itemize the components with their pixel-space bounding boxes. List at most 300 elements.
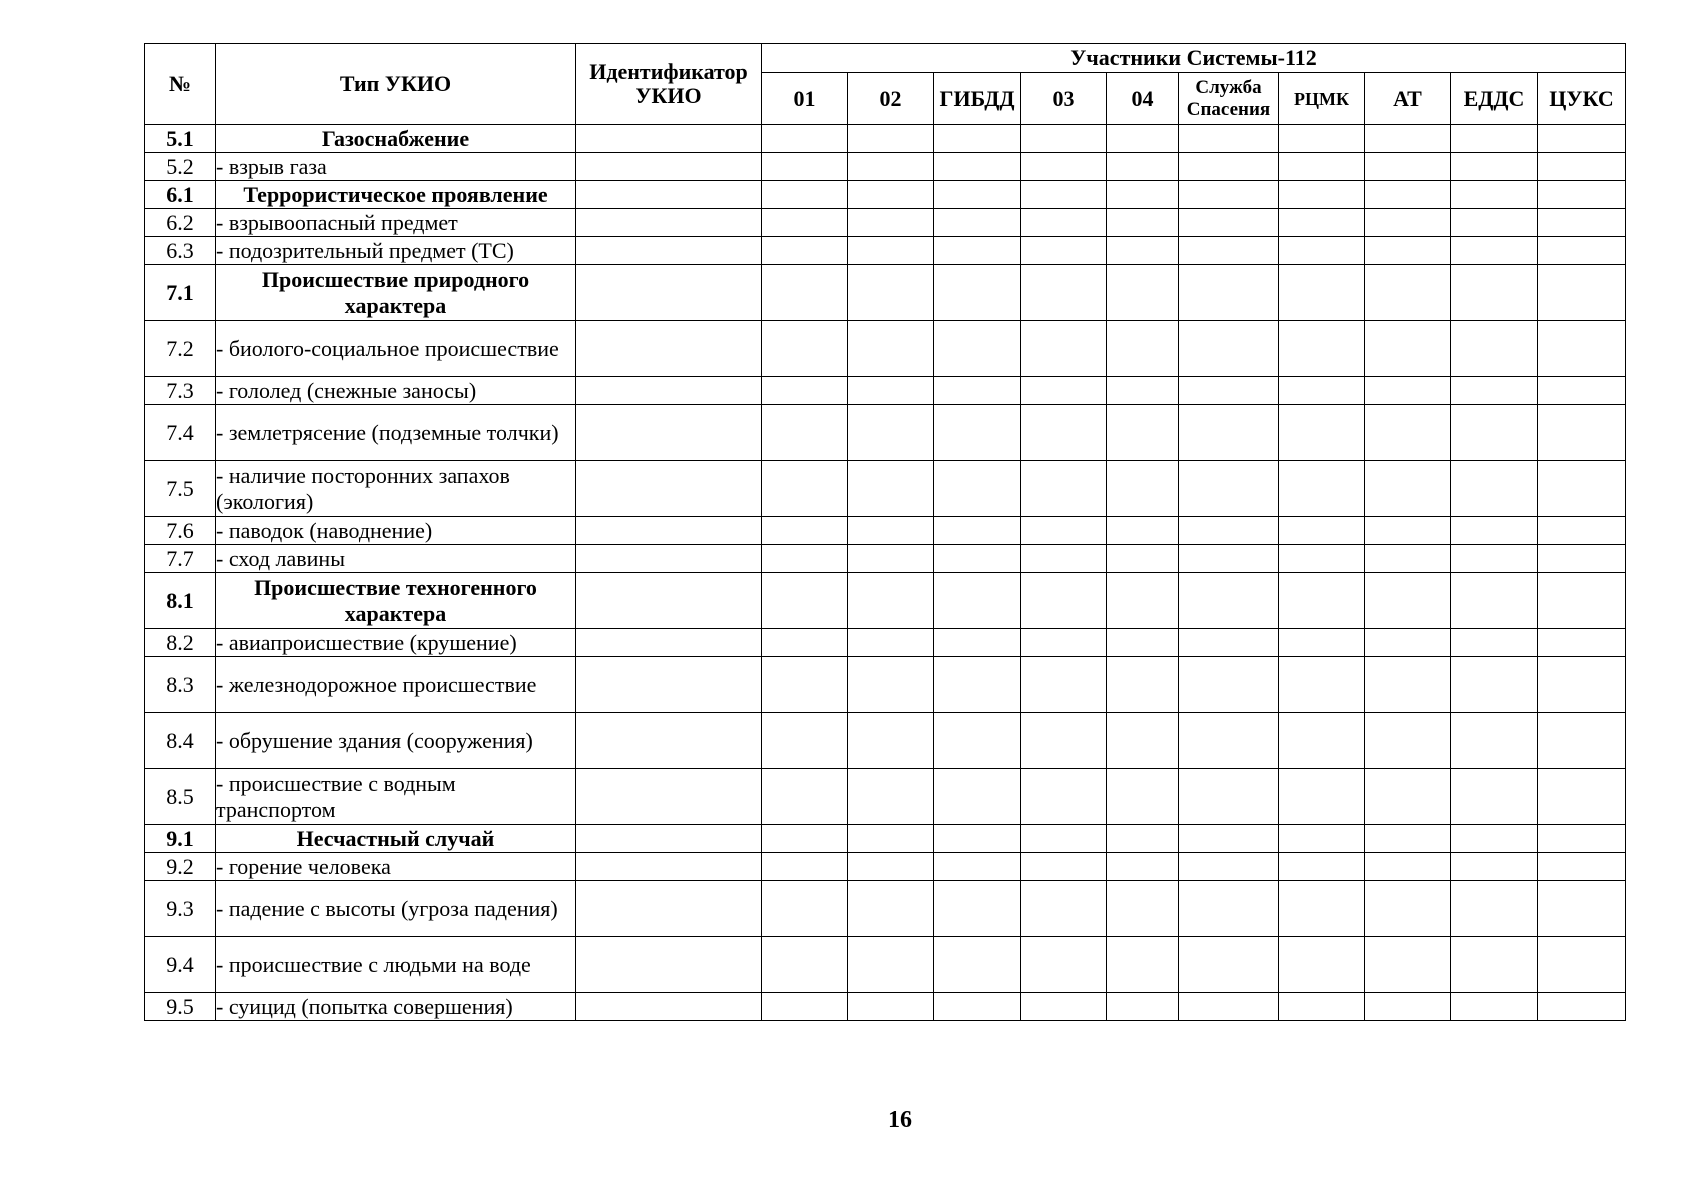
participant-cell (1538, 657, 1626, 713)
participant-cell (934, 517, 1021, 545)
table-row (145, 461, 1626, 517)
identifier-cell (576, 937, 762, 993)
participant-cell (848, 629, 934, 657)
participant-cell (1451, 545, 1538, 573)
participant-cell (1538, 629, 1626, 657)
participant-cell (934, 937, 1021, 993)
participant-cell (1365, 545, 1451, 573)
participant-cell (1107, 657, 1179, 713)
identifier-cell (576, 377, 762, 405)
identifier-cell (576, 657, 762, 713)
identifier-cell (576, 237, 762, 265)
participant-cell (1107, 209, 1179, 237)
participant-cell (1538, 573, 1626, 629)
row-number: 8.4 (145, 713, 216, 769)
participant-cell (1279, 405, 1365, 461)
identifier-cell (576, 321, 762, 377)
participant-cell (1538, 265, 1626, 321)
row-category-title: Террористическое проявление (216, 181, 576, 209)
ukio-table (144, 43, 1626, 1021)
participant-cell (1021, 517, 1107, 545)
participant-cell (1451, 125, 1538, 153)
row-number: 6.3 (145, 237, 216, 265)
participant-cell (1107, 405, 1179, 461)
identifier-cell (576, 265, 762, 321)
participant-cell (1451, 881, 1538, 937)
participant-cell (1365, 517, 1451, 545)
participant-cell (934, 265, 1021, 321)
row-type: - железнодорожное происшествие (216, 657, 576, 713)
participant-cell (1179, 405, 1279, 461)
table-row (145, 265, 1626, 321)
identifier-cell (576, 629, 762, 657)
table-header (145, 44, 1626, 125)
row-type: - падение с высоты (угроза падения) (216, 881, 576, 937)
participant-cell (848, 125, 934, 153)
participant-cell (1451, 993, 1538, 1021)
participant-cell (848, 209, 934, 237)
row-type: - паводок (наводнение) (216, 517, 576, 545)
participant-cell (1021, 153, 1107, 181)
participant-cell (762, 629, 848, 657)
participant-cell (1365, 377, 1451, 405)
participant-cell (1179, 657, 1279, 713)
participant-cell (848, 517, 934, 545)
participant-cell (934, 657, 1021, 713)
participant-cell (1279, 265, 1365, 321)
participant-cell (848, 825, 934, 853)
row-number: 8.5 (145, 769, 216, 825)
table-row (145, 769, 1626, 825)
row-type: - биолого-социальное происшествие (216, 321, 576, 377)
participant-cell (1538, 713, 1626, 769)
participant-cell (1107, 769, 1179, 825)
page-number: 16 (888, 1107, 912, 1133)
row-number: 6.1 (145, 181, 216, 209)
row-number: 5.1 (145, 125, 216, 153)
participant-cell (1107, 937, 1179, 993)
participant-cell (1279, 937, 1365, 993)
participant-cell (762, 265, 848, 321)
participant-cell (934, 125, 1021, 153)
participant-cell (1538, 181, 1626, 209)
participant-cell (1365, 237, 1451, 265)
participant-cell (1179, 237, 1279, 265)
participant-cell (1451, 573, 1538, 629)
participant-cell (1279, 853, 1365, 881)
table-row (145, 125, 1626, 153)
identifier-cell (576, 181, 762, 209)
participant-cell (1365, 993, 1451, 1021)
table-row (145, 657, 1626, 713)
table-row (145, 573, 1626, 629)
participant-cell (762, 573, 848, 629)
participant-cell (1179, 853, 1279, 881)
participant-cell (1021, 853, 1107, 881)
participant-cell (1021, 181, 1107, 209)
identifier-cell (576, 881, 762, 937)
participant-cell (1451, 321, 1538, 377)
participant-cell (1365, 573, 1451, 629)
participant-cell (1365, 769, 1451, 825)
participant-cell (762, 993, 848, 1021)
participant-cell (762, 937, 848, 993)
row-type: - подозрительный предмет (ТС) (216, 237, 576, 265)
row-number: 9.3 (145, 881, 216, 937)
identifier-cell (576, 853, 762, 881)
participant-cell (934, 881, 1021, 937)
participant-cell (934, 629, 1021, 657)
participant-cell (1279, 209, 1365, 237)
participant-cell (1279, 881, 1365, 937)
col-code-header: ГИБДД (934, 73, 1021, 125)
col-code-header: ЕДДС (1451, 73, 1538, 125)
participant-cell (848, 937, 934, 993)
participant-cell (1179, 377, 1279, 405)
participant-cell (1365, 629, 1451, 657)
col-identifier-header: Идентификатор УКИО (576, 44, 762, 125)
participant-cell (1021, 321, 1107, 377)
participant-cell (762, 517, 848, 545)
participant-cell (1451, 657, 1538, 713)
identifier-cell (576, 153, 762, 181)
participant-cell (934, 153, 1021, 181)
participant-cell (1107, 377, 1179, 405)
participant-cell (1279, 545, 1365, 573)
table-body (145, 125, 1626, 1021)
col-code-header: Служба Спасения (1179, 73, 1279, 125)
participant-cell (1279, 377, 1365, 405)
participant-cell (848, 545, 934, 573)
row-number: 6.2 (145, 209, 216, 237)
participant-cell (1021, 937, 1107, 993)
participant-cell (1179, 825, 1279, 853)
table-row (145, 153, 1626, 181)
row-type: - наличие посторонних запахов (экология) (216, 461, 576, 517)
participant-cell (1365, 937, 1451, 993)
participant-cell (1279, 321, 1365, 377)
participant-cell (1107, 265, 1179, 321)
participant-cell (1021, 209, 1107, 237)
table-row (145, 993, 1626, 1021)
table-row (145, 377, 1626, 405)
identifier-cell (576, 993, 762, 1021)
participant-cell (1365, 181, 1451, 209)
participant-cell (1107, 881, 1179, 937)
table-row (145, 713, 1626, 769)
participant-cell (1451, 237, 1538, 265)
participant-cell (1179, 629, 1279, 657)
participant-cell (1021, 657, 1107, 713)
participant-cell (1021, 405, 1107, 461)
participant-cell (1538, 209, 1626, 237)
participant-cell (1365, 153, 1451, 181)
participant-cell (934, 573, 1021, 629)
participant-cell (848, 657, 934, 713)
participant-cell (1451, 629, 1538, 657)
participant-cell (762, 825, 848, 853)
participant-cell (1538, 237, 1626, 265)
row-number: 9.1 (145, 825, 216, 853)
participant-cell (1021, 573, 1107, 629)
participant-cell (1279, 573, 1365, 629)
row-type: - сход лавины (216, 545, 576, 573)
participant-cell (1279, 153, 1365, 181)
participant-cell (1107, 517, 1179, 545)
participant-cell (1021, 825, 1107, 853)
participant-cell (1179, 125, 1279, 153)
col-code-header: 04 (1107, 73, 1179, 125)
row-number: 7.3 (145, 377, 216, 405)
participant-cell (1538, 853, 1626, 881)
participant-cell (848, 237, 934, 265)
participant-cell (848, 881, 934, 937)
participant-cell (1451, 209, 1538, 237)
participant-cell (1365, 461, 1451, 517)
participant-cell (1538, 993, 1626, 1021)
participants-header: Участники Системы-112 (762, 44, 1626, 73)
row-type: - авиапроисшествие (крушение) (216, 629, 576, 657)
participant-cell (1107, 237, 1179, 265)
participant-cell (1538, 769, 1626, 825)
participant-cell (1451, 853, 1538, 881)
participant-cell (1279, 181, 1365, 209)
col-num-header: № (145, 44, 216, 125)
participant-cell (1451, 265, 1538, 321)
row-number: 7.5 (145, 461, 216, 517)
row-type: - землетрясение (подземные толчки) (216, 405, 576, 461)
row-category-title: Происшествие техногенного характера (216, 573, 576, 629)
participant-cell (1021, 461, 1107, 517)
participant-cell (762, 237, 848, 265)
participant-cell (1451, 769, 1538, 825)
participant-cell (1021, 265, 1107, 321)
table-row (145, 853, 1626, 881)
participant-cell (762, 881, 848, 937)
participant-cell (848, 321, 934, 377)
participant-cell (1107, 153, 1179, 181)
participant-cell (1021, 629, 1107, 657)
table-row (145, 545, 1626, 573)
participant-cell (1179, 265, 1279, 321)
participant-cell (848, 153, 934, 181)
participant-cell (848, 181, 934, 209)
participant-cell (1279, 713, 1365, 769)
row-category-title: Несчастный случай (216, 825, 576, 853)
participant-cell (1451, 825, 1538, 853)
identifier-cell (576, 461, 762, 517)
row-category-title: Происшествие природного характера (216, 265, 576, 321)
row-type: - обрушение здания (сооружения) (216, 713, 576, 769)
participant-cell (1279, 237, 1365, 265)
identifier-cell (576, 545, 762, 573)
table-row (145, 517, 1626, 545)
participant-cell (1365, 125, 1451, 153)
identifier-cell (576, 713, 762, 769)
row-number: 9.4 (145, 937, 216, 993)
identifier-cell (576, 125, 762, 153)
participant-cell (1365, 209, 1451, 237)
participant-cell (934, 461, 1021, 517)
participant-cell (1279, 517, 1365, 545)
col-code-header: ЦУКС (1538, 73, 1626, 125)
participant-cell (1538, 881, 1626, 937)
participant-cell (762, 769, 848, 825)
participant-cell (1107, 545, 1179, 573)
participant-cell (848, 713, 934, 769)
participant-cell (934, 321, 1021, 377)
participant-cell (1279, 993, 1365, 1021)
row-number: 8.1 (145, 573, 216, 629)
identifier-cell (576, 573, 762, 629)
col-code-header: РЦМК (1279, 73, 1365, 125)
participant-cell (934, 713, 1021, 769)
participant-cell (848, 461, 934, 517)
col-code-header: 02 (848, 73, 934, 125)
row-number: 9.5 (145, 993, 216, 1021)
participant-cell (762, 153, 848, 181)
table-row (145, 825, 1626, 853)
participant-cell (1538, 153, 1626, 181)
table-row (145, 881, 1626, 937)
participant-cell (1179, 937, 1279, 993)
participant-cell (934, 545, 1021, 573)
participant-cell (1107, 125, 1179, 153)
identifier-cell (576, 517, 762, 545)
row-type: - суицид (попытка совершения) (216, 993, 576, 1021)
row-number: 7.2 (145, 321, 216, 377)
table-row (145, 181, 1626, 209)
table-row (145, 237, 1626, 265)
participant-cell (1451, 517, 1538, 545)
participant-cell (1179, 573, 1279, 629)
participant-cell (1179, 545, 1279, 573)
participant-cell (1107, 629, 1179, 657)
row-category-title: Газоснабжение (216, 125, 576, 153)
table-row (145, 209, 1626, 237)
participant-cell (1365, 321, 1451, 377)
participant-cell (1021, 993, 1107, 1021)
participant-cell (848, 769, 934, 825)
identifier-cell (576, 769, 762, 825)
row-number: 8.2 (145, 629, 216, 657)
participant-cell (934, 769, 1021, 825)
table-row (145, 937, 1626, 993)
participant-cell (1107, 993, 1179, 1021)
participant-cell (762, 125, 848, 153)
participant-cell (1107, 321, 1179, 377)
participant-cell (1179, 153, 1279, 181)
participant-cell (1021, 769, 1107, 825)
participant-cell (1107, 573, 1179, 629)
participant-cell (1279, 125, 1365, 153)
participant-cell (934, 853, 1021, 881)
participant-cell (1179, 517, 1279, 545)
row-number: 5.2 (145, 153, 216, 181)
participant-cell (1107, 853, 1179, 881)
participant-cell (1451, 153, 1538, 181)
participant-cell (1107, 461, 1179, 517)
identifier-cell (576, 209, 762, 237)
participant-cell (762, 405, 848, 461)
participant-cell (1365, 657, 1451, 713)
participant-cell (1451, 461, 1538, 517)
participant-cell (1451, 377, 1538, 405)
participant-cell (762, 209, 848, 237)
participant-cell (762, 181, 848, 209)
participant-cell (1365, 881, 1451, 937)
table-row (145, 629, 1626, 657)
participant-cell (848, 573, 934, 629)
identifier-cell (576, 825, 762, 853)
participant-cell (848, 265, 934, 321)
participant-cell (934, 209, 1021, 237)
participant-cell (1179, 209, 1279, 237)
participant-cell (1179, 181, 1279, 209)
participant-cell (1279, 825, 1365, 853)
participant-cell (1538, 517, 1626, 545)
participant-cell (1107, 713, 1179, 769)
participant-cell (1538, 377, 1626, 405)
row-type: - происшествие с водным транспортом (216, 769, 576, 825)
identifier-cell (576, 405, 762, 461)
participant-cell (1107, 825, 1179, 853)
participant-cell (1179, 881, 1279, 937)
participant-cell (1538, 125, 1626, 153)
participant-cell (848, 405, 934, 461)
participant-cell (1021, 881, 1107, 937)
participant-cell (1279, 461, 1365, 517)
participant-cell (1451, 713, 1538, 769)
col-code-header: 03 (1021, 73, 1107, 125)
participant-cell (1279, 769, 1365, 825)
row-number: 8.3 (145, 657, 216, 713)
participant-cell (1021, 377, 1107, 405)
participant-cell (934, 405, 1021, 461)
participant-cell (762, 545, 848, 573)
participant-cell (1179, 993, 1279, 1021)
participant-cell (1279, 657, 1365, 713)
participant-cell (1538, 321, 1626, 377)
participant-cell (1451, 937, 1538, 993)
row-type: - взрывоопасный предмет (216, 209, 576, 237)
participant-cell (1179, 461, 1279, 517)
participant-cell (1451, 181, 1538, 209)
participant-cell (1179, 769, 1279, 825)
row-type: - гололед (снежные заносы) (216, 377, 576, 405)
row-number: 7.7 (145, 545, 216, 573)
participant-cell (934, 181, 1021, 209)
participant-cell (1279, 629, 1365, 657)
col-code-header: 01 (762, 73, 848, 125)
participant-cell (1538, 461, 1626, 517)
row-number: 7.4 (145, 405, 216, 461)
participant-cell (762, 657, 848, 713)
participant-cell (1451, 405, 1538, 461)
participant-cell (934, 825, 1021, 853)
participant-cell (1365, 713, 1451, 769)
participant-cell (848, 993, 934, 1021)
table-row (145, 405, 1626, 461)
participant-cell (1538, 405, 1626, 461)
participant-cell (848, 377, 934, 405)
col-type-header: Тип УКИО (216, 44, 576, 125)
participant-cell (762, 853, 848, 881)
row-number: 7.6 (145, 517, 216, 545)
participant-cell (1365, 405, 1451, 461)
participant-cell (934, 377, 1021, 405)
row-type: - горение человека (216, 853, 576, 881)
